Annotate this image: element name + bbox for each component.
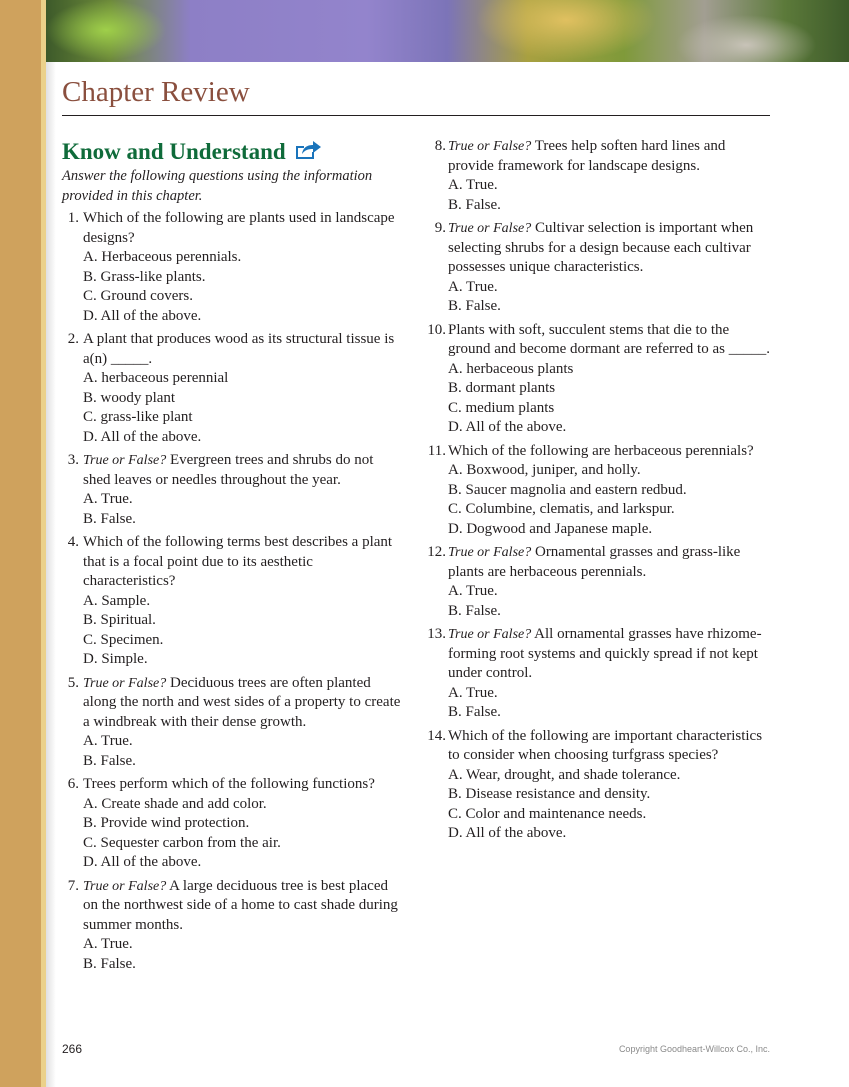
question-stem: Which of the following are plants used in landscape designs? xyxy=(83,210,395,246)
question-stem: Trees perform which of the following functions? xyxy=(83,776,375,792)
answer-option: C. Specimen. xyxy=(83,631,164,648)
copyright: Copyright Goodheart-Willcox Co., Inc. xyxy=(618,1044,770,1054)
answer-option: B. dormant plants xyxy=(448,380,556,396)
question-number: 8. xyxy=(434,138,446,154)
true-false-label: True or False? xyxy=(83,453,167,468)
question-stem: Which of the following are herbaceous perennials? xyxy=(448,442,754,459)
answer-option: A. True. xyxy=(448,684,498,701)
answer-option: B. False. xyxy=(448,298,501,314)
answer-option: A. Create shade and add color. xyxy=(83,795,267,812)
answer-option: A. True. xyxy=(448,583,498,599)
answer-option: D. All of the above. xyxy=(83,428,202,445)
answer-option: B. Spiritual. xyxy=(83,612,156,628)
answer-option: A. Sample. xyxy=(83,592,151,609)
answer-option: B. False. xyxy=(448,196,501,213)
page-edge-band xyxy=(0,0,41,1087)
question-number: 14. xyxy=(427,727,446,744)
answer-option: A. herbaceous plants xyxy=(448,360,574,377)
true-false-label: True or False? xyxy=(448,545,532,560)
question-number: 11. xyxy=(427,442,446,459)
answer-option: B. Disease resistance and density. xyxy=(448,786,651,802)
answer-option: C. Ground covers. xyxy=(83,288,193,304)
answer-option: B. woody plant xyxy=(83,389,176,406)
true-false-label: True or False? xyxy=(83,675,167,691)
answer-option: B. False. xyxy=(448,704,501,720)
question-number: 7. xyxy=(67,877,79,894)
question-item xyxy=(62,330,402,447)
question-text xyxy=(83,451,402,490)
share-arrow-icon[interactable] xyxy=(294,138,322,166)
answer-option: A. True. xyxy=(83,936,133,952)
answer-option: A. True. xyxy=(83,733,133,749)
question-number: 3. xyxy=(67,452,79,468)
right-column xyxy=(427,137,772,848)
question-text xyxy=(448,219,772,278)
question-item xyxy=(62,451,402,529)
question-item xyxy=(62,877,402,975)
answer-option: A. herbaceous perennial xyxy=(83,370,229,386)
answer-option: B. False. xyxy=(83,510,136,527)
question-item xyxy=(427,625,772,723)
question-stem: Cultivar selection is important when selecting shrubs for a design because each cultivar possesses unique characteristics. xyxy=(448,220,754,275)
question-text xyxy=(448,727,772,766)
question-item xyxy=(62,775,402,873)
answer-option: A. True. xyxy=(83,491,133,507)
edge-shadow xyxy=(46,62,56,1087)
answer-option: A. Herbaceous perennials. xyxy=(83,249,242,265)
instructions: Answer the following questions using the information provided in this chapter. xyxy=(62,168,373,204)
question-number: 5. xyxy=(67,674,79,691)
true-false-label: True or False? xyxy=(448,627,532,642)
answer-option: D. All of the above. xyxy=(83,854,202,870)
question-number: 10. xyxy=(427,321,446,338)
question-text xyxy=(448,543,772,582)
question-stem: Plants with soft, succulent stems that die to the ground and become dormant are referred to as _____. xyxy=(448,321,770,357)
question-item xyxy=(427,442,772,540)
answer-option: D. All of the above. xyxy=(448,419,567,435)
answer-option: A. Wear, drought, and shade tolerance. xyxy=(448,766,681,783)
question-stem: Which of the following terms best describes a plant that is a focal point due to its aesthetic characteristics? xyxy=(83,534,393,589)
answer-option: B. Provide wind protection. xyxy=(83,815,250,831)
answer-option: C. medium plants xyxy=(448,399,555,416)
question-item xyxy=(427,137,772,215)
true-false-label: True or False? xyxy=(83,878,167,894)
answer-option: C. Sequester carbon from the air. xyxy=(83,834,281,851)
page-title: Chapter Review xyxy=(62,76,250,108)
question-text xyxy=(83,533,402,592)
question-stem: A large deciduous tree is best placed on the northwest side of a home to cast shade during summer months. xyxy=(83,877,398,933)
answer-option: C. Columbine, clematis, and larkspur. xyxy=(448,501,675,517)
question-stem: Deciduous trees are often planted along the north and west sides of a property to create a windbreak with their dense growth. xyxy=(83,674,401,730)
answer-option: B. False. xyxy=(448,602,501,619)
question-item xyxy=(62,533,402,670)
title-rule xyxy=(62,115,770,116)
section-heading xyxy=(62,138,322,166)
question-stem: Evergreen trees and shrubs do not shed leaves or needles throughout the year. xyxy=(83,452,374,488)
question-text xyxy=(83,674,402,733)
question-stem: Trees help soften hard lines and provide framework for landscape designs. xyxy=(448,138,726,174)
question-text xyxy=(83,330,402,369)
question-item xyxy=(427,321,772,438)
answer-option: A. True. xyxy=(448,278,498,295)
question-item xyxy=(62,209,402,326)
left-column xyxy=(62,209,402,978)
question-number: 1. xyxy=(67,210,79,226)
answer-option: C. grass-like plant xyxy=(83,409,193,425)
question-number: 9. xyxy=(434,220,446,236)
answer-option: A. Boxwood, juniper, and holly. xyxy=(448,462,641,478)
question-text xyxy=(448,137,772,176)
true-false-label: True or False? xyxy=(448,139,532,154)
question-stem: Which of the following are important characteristics to consider when choosing turfgrass species? xyxy=(448,727,763,763)
answer-option: B. Grass-like plants. xyxy=(83,268,206,285)
answer-option: A. True. xyxy=(448,177,498,193)
question-text xyxy=(448,442,772,462)
header-garden-photo xyxy=(46,0,849,62)
question-stem: All ornamental grasses have rhizome-forming root systems and quickly spread if not kept under control. xyxy=(448,626,762,681)
answer-option: D. All of the above. xyxy=(448,825,567,841)
answer-option: B. Saucer magnolia and eastern redbud. xyxy=(448,481,687,498)
question-item xyxy=(427,543,772,621)
question-text xyxy=(83,209,402,248)
question-stem: A plant that produces wood as its structural tissue is a(n) _____. xyxy=(83,331,395,367)
question-text xyxy=(448,625,772,684)
answer-option: D. Dogwood and Japanese maple. xyxy=(448,520,653,537)
question-text xyxy=(448,321,772,360)
section-heading-text: Know and Understand xyxy=(62,139,286,164)
question-number: 6. xyxy=(67,776,79,792)
question-item xyxy=(427,219,772,317)
answer-option: D. Simple. xyxy=(83,651,148,667)
answer-option: B. False. xyxy=(83,752,136,769)
answer-option: C. Color and maintenance needs. xyxy=(448,805,647,822)
answer-option: B. False. xyxy=(83,955,136,972)
answer-option: D. All of the above. xyxy=(83,307,202,324)
question-item xyxy=(427,727,772,844)
question-number: 13. xyxy=(427,626,446,642)
page-number: 266 xyxy=(62,1042,83,1056)
true-false-label: True or False? xyxy=(448,221,532,236)
question-text xyxy=(83,775,402,795)
question-number: 12. xyxy=(427,544,446,560)
question-item xyxy=(62,674,402,772)
question-number: 2. xyxy=(67,331,79,347)
question-number: 4. xyxy=(67,534,79,550)
question-text xyxy=(83,877,402,936)
question-stem: Ornamental grasses and grass-like plants are herbaceous perennials. xyxy=(448,544,741,580)
